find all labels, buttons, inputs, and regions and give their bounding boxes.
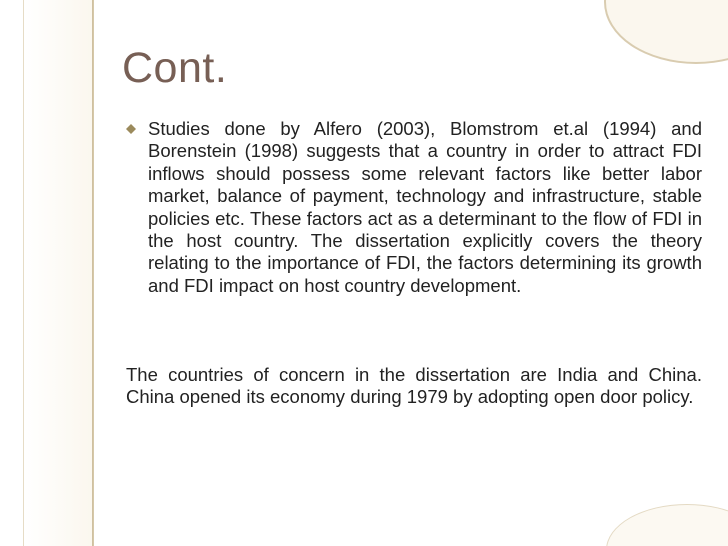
- bullet-text: Studies done by Alfero (2003), Blomstrom et.al (1994) and Borenstein (1998) suggests that a country in order to attract FDI inflows should possess some relevant factors like better labor market, balance of payment, technology and infrastructure, stable policies etc. These factors act as a determinant to the flow of FDI in the host country. The dissertation explicitly covers the theory relating to the importance of FDI, the factors determining its growth and FDI impact on host country development.: [148, 118, 702, 296]
- frame-line-inner: [92, 0, 93, 546]
- bullet-item: [126, 118, 702, 297]
- bottom-right-curve: [606, 504, 728, 546]
- diamond-bullet-icon: [126, 124, 136, 134]
- slide-title: Cont.: [122, 44, 228, 92]
- left-decorative-frame: [24, 0, 94, 546]
- top-right-curve: [604, 0, 728, 64]
- body-paragraph: The countries of concern in the dissertation are India and China. China opened its economy during 1979 by adopting open door policy.: [126, 364, 702, 408]
